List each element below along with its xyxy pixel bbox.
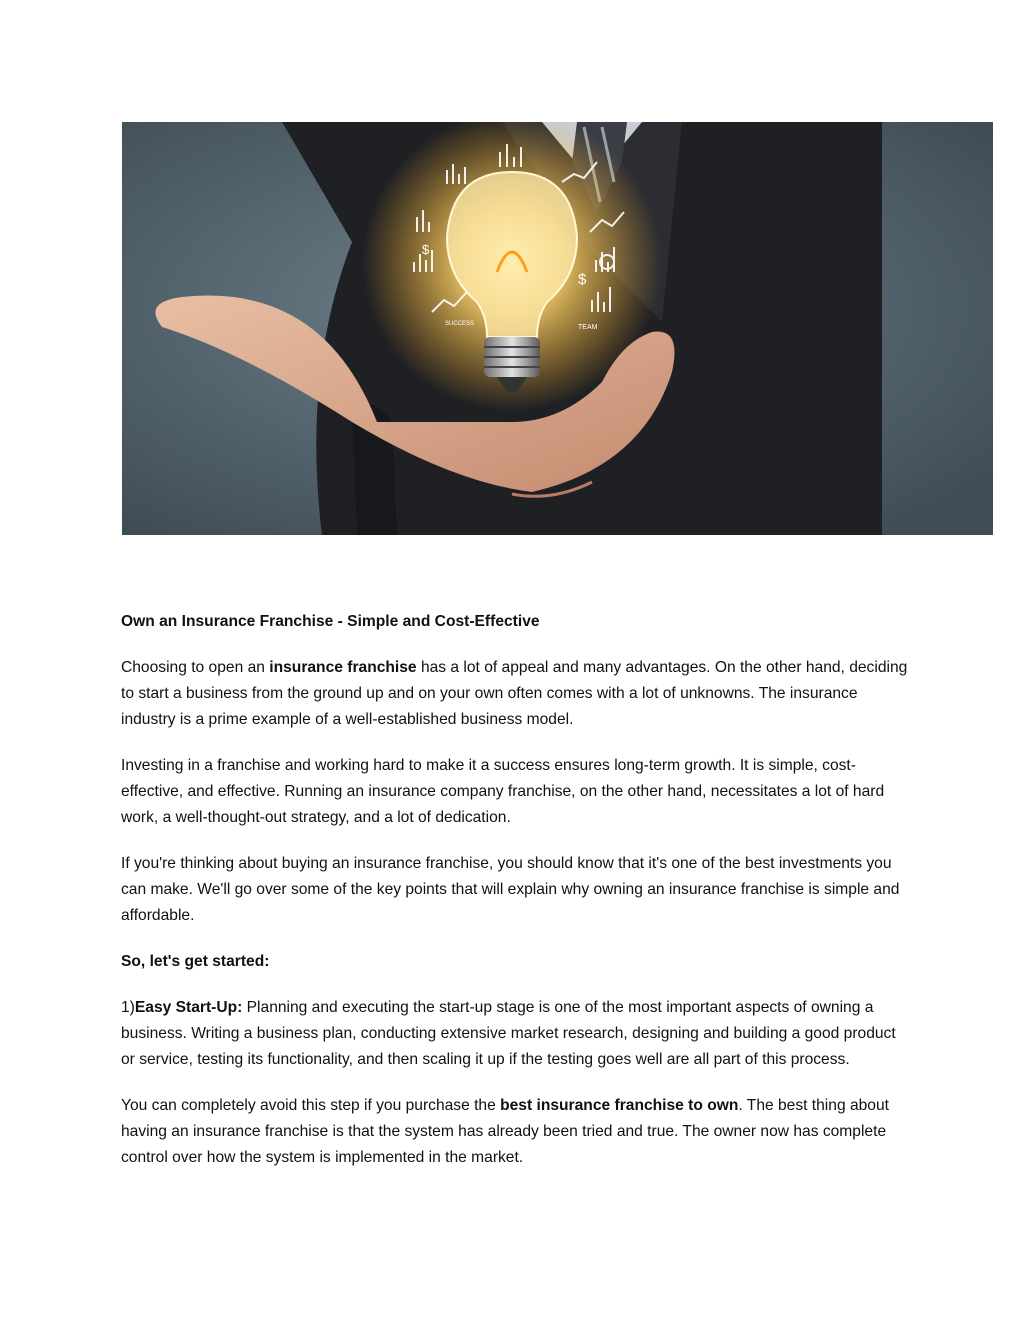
lightbulb-illustration: [122, 122, 993, 535]
article-title: Own an Insurance Franchise - Simple and Cost-Effective: [121, 613, 540, 630]
paragraph-avoid-step: [121, 1093, 911, 1171]
dollar-icon: $: [422, 242, 430, 257]
article-body: [121, 609, 911, 1191]
keyword-easy-startup: Easy Start-Up:: [134, 999, 243, 1016]
text-run: . The best thing about having an insurance franchise is that the system has already been tried and true. The owner now has complete control over how the system is implemented in the market.: [121, 1097, 889, 1166]
keyword-best-insurance-franchise: best insurance franchise to own: [500, 1097, 739, 1114]
text-run: Planning and executing the start-up stage is one of the most important aspects of owning a business. Writing a business plan, conducting extensive market research, designing and building a good product or service, testing its functionality, and then scaling it up if the testing goes well are all part of this process.: [121, 999, 896, 1068]
text-run: Choosing to open an: [121, 659, 270, 676]
keyword-insurance-franchise: insurance franchise: [269, 659, 417, 676]
paragraph-lets-start: [121, 949, 911, 975]
team-label: TEAM: [578, 324, 598, 331]
paragraph-intro: [121, 655, 911, 733]
paragraph-easy-startup: [121, 995, 911, 1073]
paragraph-investing: Investing in a franchise and working hard to make it a success ensures long-term growth. It is simple, cost-effective, and effective. Running an insurance company franchise, on the other hand, necessitates a lot of hard work, a well-thought-out strategy, and a lot of dedication.: [121, 757, 885, 826]
dollar-icon: $: [578, 271, 587, 288]
paragraph-buying: If you're thinking about buying an insurance franchise, you should know that it's one of the best investments you can make. We'll go over some of the key points that will explain why owning an insurance franchise is simple and affordable.: [121, 855, 900, 924]
text-run: You can completely avoid this step if you purchase the: [121, 1097, 501, 1114]
text-run: has a lot of appeal and many advantages. On the other hand, deciding to start a business from the ground up and on your own often comes with a lot of unknowns. The insurance industry is a prime example of a well-established business model.: [121, 659, 908, 728]
hero-image: [122, 122, 993, 535]
success-label: SUCCESS: [445, 321, 475, 327]
subheading-lets-start: So, let's get started:: [121, 953, 270, 970]
text-run: 1): [121, 999, 135, 1016]
